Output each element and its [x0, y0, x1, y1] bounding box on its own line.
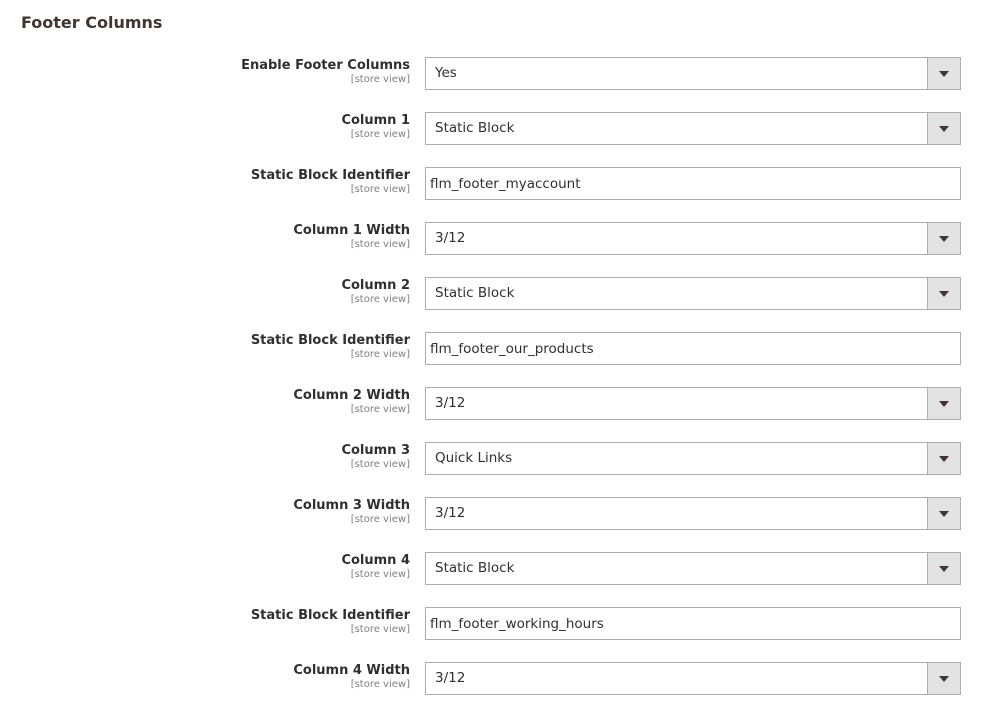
- scope-label: [store view]: [350, 294, 410, 305]
- identifier-input[interactable]: [425, 167, 961, 200]
- scope-label: [store view]: [350, 129, 410, 140]
- field-label: Enable Footer Columns: [241, 58, 410, 73]
- field-label: Column 3 Width: [293, 498, 410, 513]
- field-label: Column 2 Width: [293, 388, 410, 403]
- select-toggle-button[interactable]: [927, 388, 960, 419]
- field-row: [0, 57, 984, 91]
- select-toggle-button[interactable]: [927, 113, 960, 144]
- field-row: [0, 112, 984, 146]
- scope-label: [store view]: [350, 569, 410, 580]
- identifier-input[interactable]: [425, 332, 961, 365]
- scope-label: [store view]: [350, 624, 410, 635]
- select-value: Yes: [435, 65, 457, 81]
- scope-label: [store view]: [350, 184, 410, 195]
- select-toggle-button[interactable]: [927, 278, 960, 309]
- select-toggle-button[interactable]: [927, 223, 960, 254]
- field-label-group: [50, 607, 410, 636]
- field-label: Static Block Identifier: [250, 608, 410, 623]
- chevron-down-icon: [939, 511, 949, 517]
- select-field[interactable]: [425, 442, 961, 475]
- field-row: [0, 332, 984, 366]
- field-label-group: [50, 387, 410, 416]
- field-label-group: [50, 332, 410, 361]
- field-label-group: [50, 167, 410, 196]
- field-label: Column 4: [341, 553, 410, 568]
- field-row: [0, 277, 984, 311]
- select-field[interactable]: [425, 112, 961, 145]
- field-label-group: [50, 112, 410, 141]
- scope-label: [store view]: [350, 679, 410, 690]
- select-field[interactable]: [425, 497, 961, 530]
- field-label-group: [50, 662, 410, 691]
- field-row: [0, 552, 984, 586]
- select-field[interactable]: [425, 387, 961, 420]
- select-value: Static Block: [435, 120, 515, 136]
- select-value: 3/12: [435, 670, 466, 686]
- scope-label: [store view]: [350, 74, 410, 85]
- field-label-group: [50, 277, 410, 306]
- field-label-group: [50, 497, 410, 526]
- scope-label: [store view]: [350, 404, 410, 415]
- field-row: [0, 442, 984, 476]
- field-label: Column 2: [341, 278, 410, 293]
- chevron-down-icon: [939, 71, 949, 77]
- select-field[interactable]: [425, 57, 961, 90]
- field-row: [0, 222, 984, 256]
- chevron-down-icon: [939, 126, 949, 132]
- chevron-down-icon: [939, 566, 949, 572]
- field-label: Static Block Identifier: [250, 333, 410, 348]
- select-field[interactable]: [425, 552, 961, 585]
- scope-label: [store view]: [350, 459, 410, 470]
- field-row: [0, 607, 984, 641]
- select-field[interactable]: [425, 662, 961, 695]
- field-label: Column 1 Width: [293, 223, 410, 238]
- field-label: Column 3: [341, 443, 410, 458]
- select-field[interactable]: [425, 277, 961, 310]
- chevron-down-icon: [939, 456, 949, 462]
- scope-label: [store view]: [350, 239, 410, 250]
- field-label: Static Block Identifier: [250, 168, 410, 183]
- scope-label: [store view]: [350, 349, 410, 360]
- select-value: Static Block: [435, 285, 515, 301]
- chevron-down-icon: [939, 291, 949, 297]
- scope-label: [store view]: [350, 514, 410, 525]
- select-toggle-button[interactable]: [927, 498, 960, 529]
- select-toggle-button[interactable]: [927, 553, 960, 584]
- field-label-group: [50, 57, 410, 86]
- select-value: 3/12: [435, 395, 466, 411]
- select-toggle-button[interactable]: [927, 58, 960, 89]
- select-toggle-button[interactable]: [927, 663, 960, 694]
- identifier-input[interactable]: [425, 607, 961, 640]
- chevron-down-icon: [939, 236, 949, 242]
- field-row: [0, 662, 984, 696]
- select-field[interactable]: [425, 222, 961, 255]
- select-toggle-button[interactable]: [927, 443, 960, 474]
- select-value: 3/12: [435, 230, 466, 246]
- field-row: [0, 387, 984, 421]
- field-label-group: [50, 552, 410, 581]
- field-row: [0, 167, 984, 201]
- field-label-group: [50, 222, 410, 251]
- section-title: Footer Columns: [21, 13, 163, 32]
- select-value: Quick Links: [435, 450, 513, 466]
- field-label: Column 1: [341, 113, 410, 128]
- select-value: Static Block: [435, 560, 515, 576]
- field-label-group: [50, 442, 410, 471]
- select-value: 3/12: [435, 505, 466, 521]
- chevron-down-icon: [939, 676, 949, 682]
- chevron-down-icon: [939, 401, 949, 407]
- field-row: [0, 497, 984, 531]
- field-label: Column 4 Width: [293, 663, 410, 678]
